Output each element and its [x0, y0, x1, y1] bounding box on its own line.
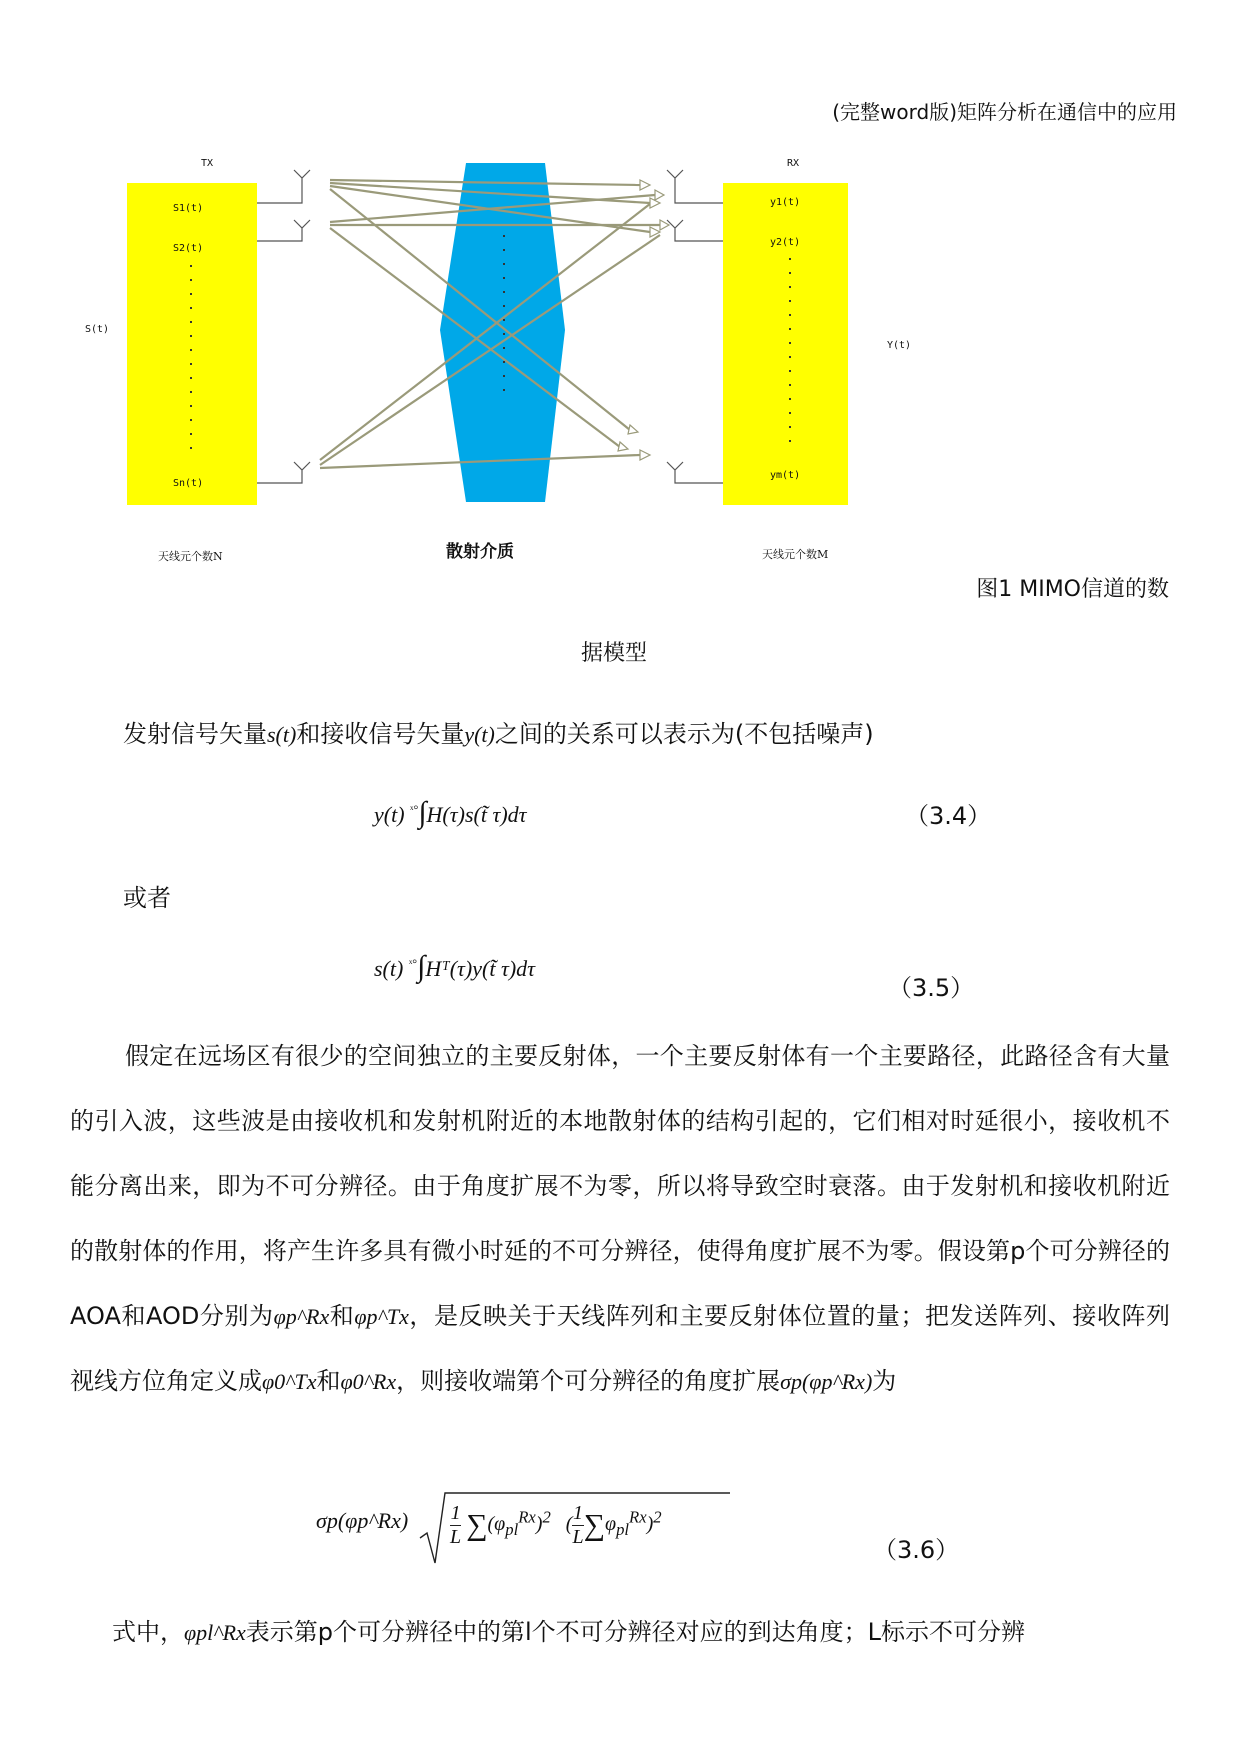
- medium-label: 散射介质: [446, 542, 514, 562]
- rx-signal-m: ym(t): [770, 470, 801, 481]
- page-header: (完整word版)矩阵分析在通信中的应用: [832, 100, 1177, 124]
- mimo-diagram-svg: [0, 0, 1241, 560]
- equation-3-6: σp(φp^Rx) $\frac{1}{L}$ $\sum(\varphi_{pl}^{Rx})^2$ ( $\frac{1}{L}$ $\sum\varphi_{pl}^{Rx})^2$: [310, 1488, 750, 1568]
- y-vector-label: Y(t): [887, 340, 912, 351]
- equation-3-5-number: （3.5）: [888, 974, 975, 1002]
- tx-signal-2: S2(t): [173, 243, 204, 254]
- tx-dots: [190, 265, 192, 461]
- s-vector-label: S(t): [85, 324, 110, 335]
- figure-caption-line1: 图1 MIMO信道的数: [976, 577, 1169, 602]
- rx-dots: [789, 258, 791, 454]
- paragraph-1: 发射信号矢量s(t)和接收信号矢量y(t)之间的关系可以表示为(不包括噪声): [123, 720, 874, 748]
- medium-dots: [503, 235, 505, 403]
- rx-block: [723, 183, 848, 505]
- paragraph-2: 假定在远场区有很少的空间独立的主要反射体，一个主要反射体有一个主要路径，此路径含有大量的引入波，这些波是由接收机和发射机附近的本地散射体的结构引起的，它们相对时延很小，接收机不能分离出来，即为不可分辨径。由于角度扩展不为零，所以将导致空时衰落。由于发射机和接收机附近的散射体的作用，将产生许多具有微小时延的不可分辨径，使得角度扩展不为零。假设第p个可分辨径的AOA和AOD分别为φp^Rx和φp^Tx，是反映关于天线阵列和主要反射体位置的量；把发送阵列、接收阵列视线方位角定义成φ0^Tx和φ0^Rx，则接收端第个可分辨径的角度扩展σp(φp^Rx)为: [70, 1042, 1171, 1395]
- tx-signal-n: Sn(t): [173, 478, 204, 489]
- equation-3-5: s(t) $^{ˣ^\circ}$∫Hᵀ(τ)y(t̃ τ)dτ: [374, 950, 536, 983]
- tx-antenna-count-label: 天线元个数N: [158, 550, 223, 563]
- tx-signal-1: S1(t): [173, 203, 204, 214]
- mimo-figure: [0, 0, 1241, 563]
- rx-signal-2: y2(t): [770, 237, 801, 248]
- rx-antennas: [667, 170, 723, 483]
- paragraph-3: 式中，φpl^Rx表示第p个可分辨径中的第l个不可分辨径对应的到达角度；L标示不可分辨: [112, 1618, 1026, 1646]
- rx-signal-1: y1(t): [770, 197, 801, 208]
- tx-label: TX: [201, 158, 214, 169]
- rx-antenna-count-label: 天线元个数M: [762, 548, 829, 561]
- equation-3-6-number: （3.6）: [873, 1536, 960, 1564]
- figure-caption-line2: 据模型: [581, 641, 648, 666]
- equation-3-6-radicand: $\frac{1}{L}$ $\sum(\varphi_{pl}^{Rx})^2$ ( $\frac{1}{L}$ $\sum\varphi_{pl}^{Rx})^2$: [450, 1502, 662, 1548]
- rx-label: RX: [787, 158, 800, 169]
- or-text: 或者: [123, 884, 171, 912]
- equation-3-4-number: （3.4）: [905, 802, 992, 830]
- equation-3-4: y(t) $^{ˣ^\circ}$∫H(τ)s(t̃ τ)dτ: [374, 796, 527, 829]
- tx-antennas: [257, 170, 310, 483]
- tx-block: [127, 183, 257, 505]
